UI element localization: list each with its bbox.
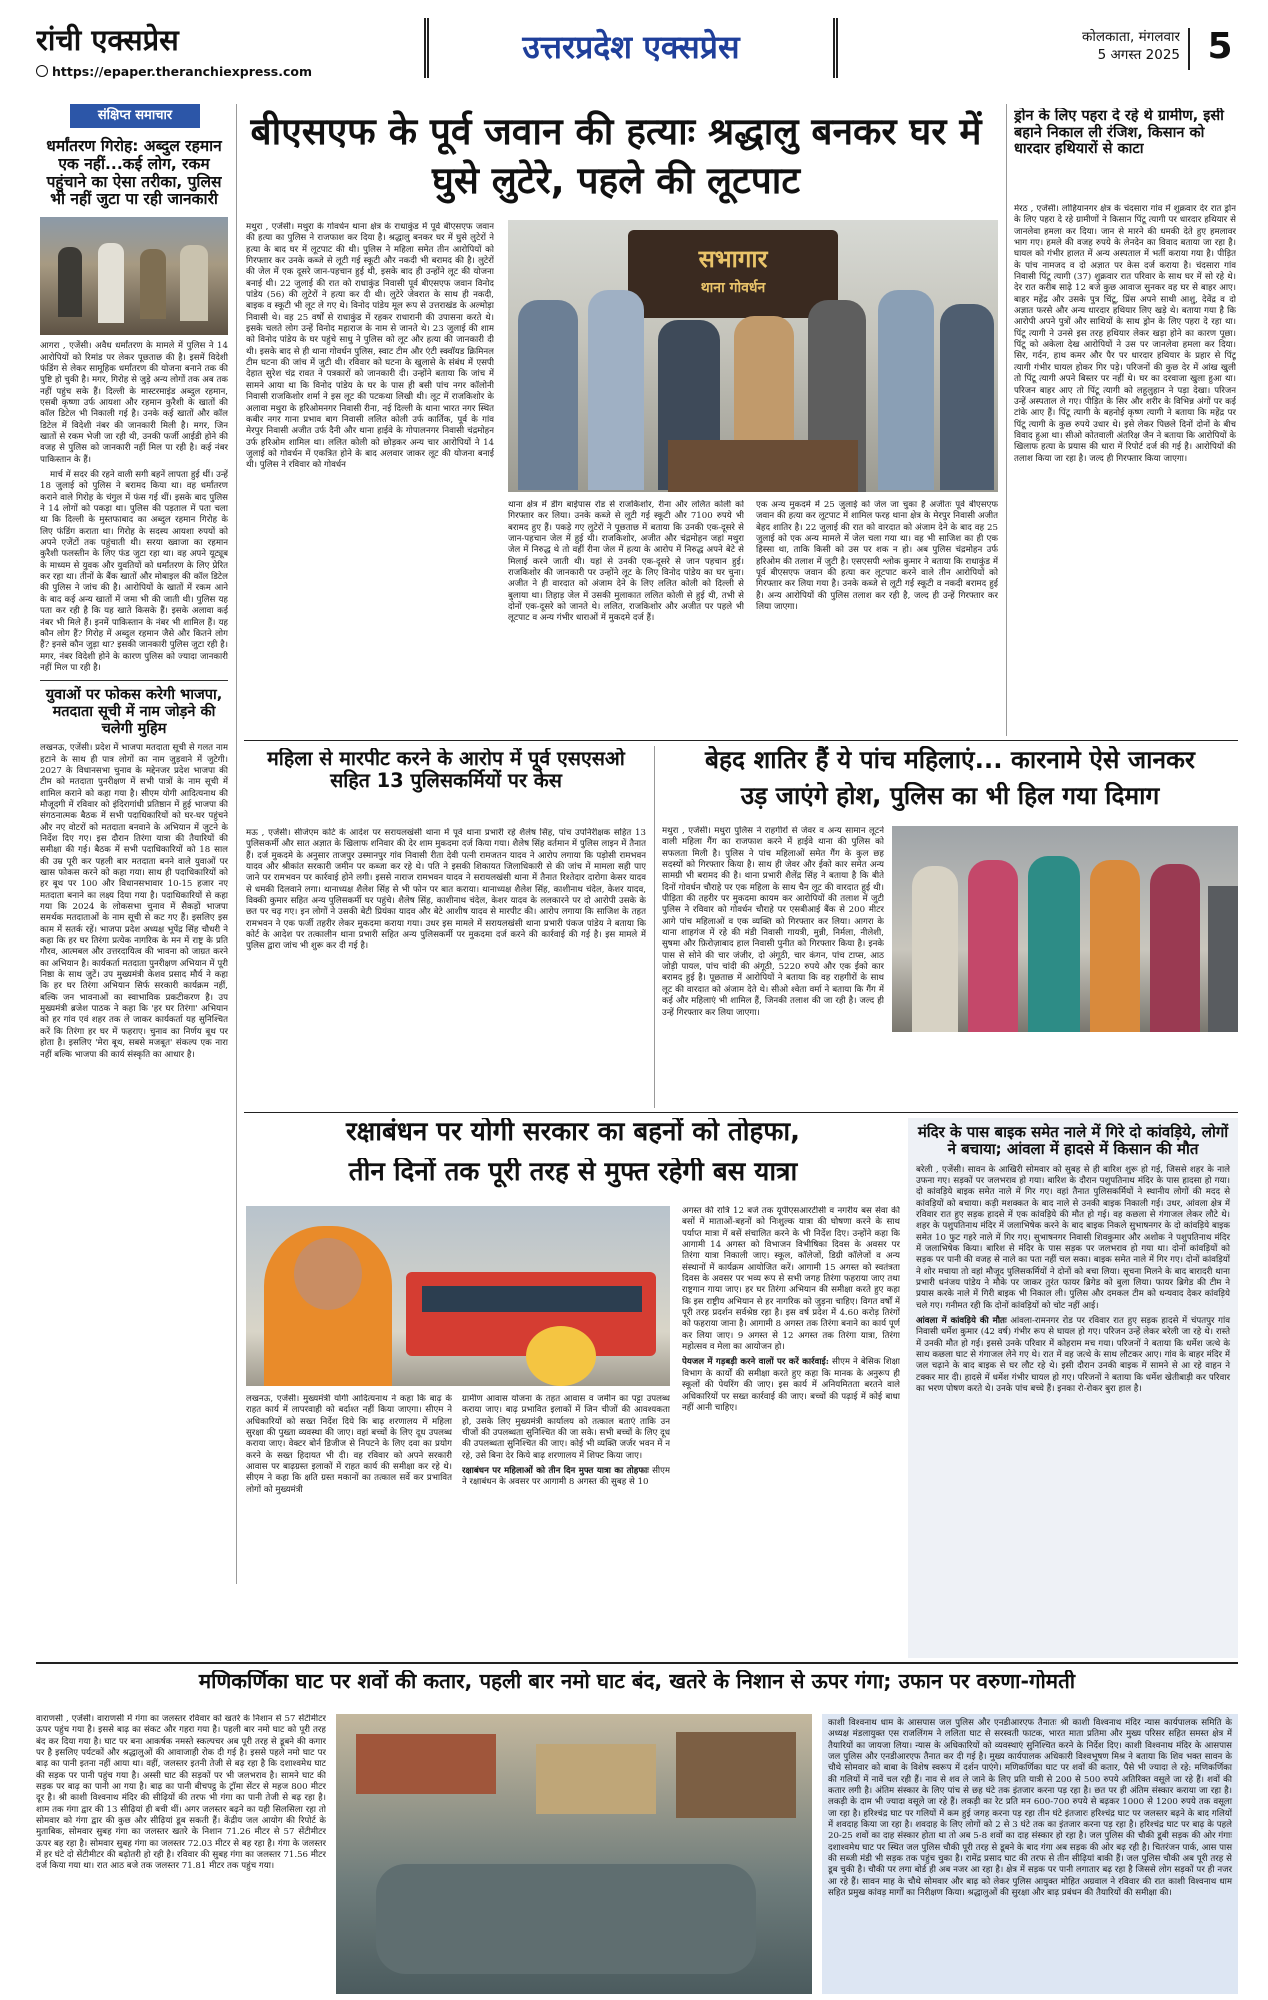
issue-date: 5 अगस्त 2025: [1097, 47, 1180, 64]
sp-body: मऊ , एजेंसी। सीजेएम कोर्ट के आदेश पर सरायलखंसी थाना में पूर्व थाना प्रभारी रहे शैलेष सिंह, पांच उपनिरीक्षक सहित 13 पुलिसकर्मी और सात अज्ञात के खिलाफ शनिवार की देर शाम मुकदमा दर्ज किया गया। शैलेष सिंह वर्तमान में पुलिस लाइन में तैनात हैं। दर्ज मुकदमे के अनुसार ताजपुर उस्मानपुर गांव निवासी रीता देवी पत्नी रामजतन यादव ने आरोप लगाया कि पड़ोसी रामभवन यादव और श्रीकांत सरकारी जमीन पर कब्जा कर रहे थे। पति ने इसकी शिकायत जिलाधिकारी से की जांच में मामला सही पाए जाने पर रामभवन पर कार्रवाई होने लगी। इससे नाराज रामभवन यादव ने सरायलखंसी थाना में तैनात रिश्तेदार दारोगा केसर यादव से धमकी दिलवाने लगा। थानाध्यक्ष शैलेश सिंह से भी फोन पर बात कराया। थानाध्यक्ष शैलेश सिंह, काशीनाथ चंदेल, केशर यादव, विक्की कुमार सहित अन्य पुलिसकर्मी घर पहुंचे। शैलेष सिंह, काशीनाथ चंदेल, केशर यादव के ललकारने पर दो आरोपी उसके के छत पर चढ़ गए। इन लोगों ने उसकी बेटी प्रियंका यादव और बेटे आशीष यादव से मारपीट की। आरोप लगाया कि साजिश के तहत रामभवन ने एक फर्जी तहरीर लेकर मुकदमा कराया गया। उधर इस मामले में सरायलखंसी थाना प्रभारी पंकज पांडेय ने बताया कि कोर्ट के आदेश पर तत्कालीन थाना प्रभारी सहित अन्य पुलिसकर्मी पर मुकदमा दर्ज करने की कार्रवाई की गई है। इस मामले में पुलिस द्वारा जांच भी शुरू कर दी गई है।: [246, 828, 646, 952]
bus-col-c-wrap: [462, 1394, 670, 1656]
epaper-url[interactable]: [36, 64, 366, 82]
temple-headline: मंदिर के पास बाइक समेत नाले में गिरे दो कांवड़िये, लोगों ने बचाया; आंवला में हादसे में किसान की मौत: [917, 1123, 1229, 1159]
bus-col-a-wrap: [682, 1206, 900, 1656]
masthead: [0, 0, 1268, 84]
dateline: [1030, 28, 1180, 72]
photo-banner-sub: थाना गोवर्धन: [700, 280, 766, 296]
main-col-2: थाना क्षेत्र में डीग बाईपास रोड से राजकिशोर, रीना और ललित कोली को गिरफ्तार कर लिया। उनके कब्जे से लूटी गई स्कूटी और 7100 रुपये भी बरामद हुए हैं। पकड़े गए लुटेरों ने पूछताछ में बताया कि उनकी एक-दूसरे से जान-पहचान जेल में हुई थी। राजकिशोर, अजीत और चंद्रमोहन जहां मथुरा जेल में निरुद्ध थे तो वहीं रीना जेल में हत्या के आरोप में निरुद्ध अपने बेटे से मिलाई करने जाती थी। यहां से उनकी एक-दूसरे से जान पहचान हुई। राजकिशोर की जानकारी पर उन्होंने लूट के लिए विनोद पांडेय का घर चुना। अजीत ने ही वारदात को अंजाम देने के लिए ललित कोली को दिल्ली से बुलाया था। तिहाड़ जेल में उसकी मुलाकात ललित कोली से हुई थी, तभी से दोनों एक-दूसरे को जानते थे। ललित, राजकिशोर और अजीत पर पहले भी लूटपाट व अन्य गंभीर धाराओं में मुकदमे दर्ज हैं।: [508, 500, 744, 624]
city-day: कोलकाता, मंगलवार: [1081, 29, 1180, 45]
ganga-photo: [336, 1714, 812, 1994]
bus-col-b: लखनऊ, एजेंसी। मुख्यमंत्री योगी आदित्यनाथ ने कहा कि बाढ़ के राहत कार्य में लापरवाही को बर्दाश्त नहीं किया जाएगा। सीएम ने अधिकारियों को सख्त निर्देश दिये कि बाढ़ शरणालय में महिला सुरक्षा की पुख्ता व्यवस्था की जाए। वहां बच्चों के लिए दूध उपलब्ध कराया जाए। वेक्टर बोर्न डिजीज से निपटने के लिए दवा का प्रयोग करने के सख्त हिदायत भी दी। वह रविवार को अपने सरकारी आवास पर बाढ़ग्रस्त इलाकों में राहत कार्य की समीक्षा कर रहे थे। सीएम ने कहा कि क्षति ग्रस्त मकानों का तत्काल सर्वे कर प्रभावित लोगों को मुख्यमंत्री: [246, 1394, 452, 1495]
ganga-side-box: [822, 1714, 1238, 1994]
sp-headline: महिला से मारपीट करने के आरोप में पूर्व एसएसओ सहित 13 पुलिसकर्मियों पर केस: [267, 748, 625, 793]
temple-sub: [916, 1316, 1230, 1395]
temple-body: बरेली , एजेंसी। सावन के आखिरी सोमवार को सुबह से ही बारिश शुरू हो गई, जिससे शहर के नाले उफना गए। सड़कों पर जलभराव हो गया। बारिश के दौरान पशुपतिनाथ मंदिर के पास हादसा हो गया। दो कांवड़िये बाइक समेत नाले में गिर गए। वहां तैनात पुलिसकर्मियों ने स्थानीय लोगों की मदद से कांवड़ियों को बचाया। कड़ी मशक्कत के बाद नाले से उनकी बाइक निकाली गई। उधर, आंवला क्षेत्र में रविवार रात हुए सड़क हादसे में एक कांवड़िये की मौत हो गई। वह कछला से गंगाजल लेकर लौटे थे। शहर के पशुपतिनाथ मंदिर में जलाभिषेक करने के बाद बाइक निकले सुभाषनगर के दो कांवड़िये बाइक समेत 10 फुट गहरे नाले में गिर गए। सुभाषनगर निवासी शिवकुमार और अशोक ने पशुपतिनाथ मंदिर में जलाभिषेक किया। बारिश से मंदिर के पास सड़क पर जलभराव हो गया था। दोनों कांवड़ियों को सड़क पर पानी की वजह से नाले का पता नहीं चल सका। बाइक समेत नाले में गिर गए। दोनों कांवड़ियों ने शोर मचाया तो वहां मौजूद पुलिसकर्मियों ने दोनों को बचा लिया। सूचना मिलने के बाद बारादरी थाना प्रभारी धनंजय पांडेय ने मौके पर जाकर तुरंत फायर ब्रिगेड को बुला लिया। फायर ब्रिगेड की टीम ने प्रयास करके नाले में गिरी बाइक भी निकाल ली। पुलिस और दमकल टीम को धन्यवाद देकर कांवड़िये चले गए। गनीमत रही कि दोनों कांवड़ियों को चोट नहीं आई।: [916, 1164, 1230, 1311]
brief-body-1a: आगरा , एजेंसी। अवैध धर्मांतरण के मामले में पुलिस ने 14 आरोपियों को रिमांड पर लेकर पूछताछ की है। इसमें विदेशी फंडिंग से लेकर सामूहिक धर्मांतरण की योजना बनाने तक की पुष्टि हो चुकी है। मगर, गिरोह से जुड़े अन्य लोगों तक अब तक नहीं पहुंच सके हैं। दिल्ली के मास्टरमाइंड अब्दुल रहमान, एसबी कृष्णा उर्फ आयशा और रहमान कुरैशी के खातों की कॉल डिटेल भी निकाली गई है। उनके कई खातों और कॉल डिटेल में विदेशी नंबर की जानकारी मिली है। मगर, जिन खातों से रकम भेजी जा रही थी, उनकी फर्जी आईडी होने की वजह से पुलिस को जानकारी नहीं मिल पा रही है। कई नंबर पाकिस्तान के हैं।: [40, 341, 228, 465]
bus-sub-2: [462, 1466, 670, 1489]
epaper-url-text: https://epaper.theranchiexpress.com: [52, 64, 313, 79]
temple-box: [908, 1118, 1238, 1658]
drone-body: मेरठ , एजेंसी। लोहियानगर क्षेत्र के चंदसारा गांव में शुक्रवार देर रात ड्रोन के लिए पहरा दे रहे ग्रामीणों ने किसान पिंटू त्यागी पर धारदार हथियार से जानलेवा हमला कर दिया। जान से मारने की धमकी देते हुए हमलावर भाग गए। हमले की वजह रुपये के लेनदेन का विवाद बताया जा रहा है। घायल को गंभीर हालत में अन्य अस्पताल में भर्ती कराया गया है। पीड़ित के पांच नामजद व दो अज्ञात पर केस दर्ज कराया है। चंदसारा गांव निवासी पिंटू त्यागी (37) शुक्रवार रात परिवार के साथ घर में सो रहे थे। देर रात करीब साढ़े 12 बजे कुछ आवाज सुनकर वह घर से बाहर आए। बाहर महेंद्र और उसके पुत्र चिंटू, प्रिंस अपने साथी आशु, देवेंद्र व दो अज्ञात फरसे और अन्य धारदार हथियार लिए खड़े थे। बताया गया है कि आरोपी अपने पुत्रों और साथियों के साथ ड्रोन के लिए पहरा दे रहा था। पिंटू त्यागी ने उनसे इस तरह हथियार लेकर खड़ा होने का कारण पूछा। पिंटू को अकेला देख आरोपियों ने उस पर जानलेवा हमला कर दिया। सिर, गर्दन, हाथ कमर और पैर पर धारदार हथियार के प्रहार से पिंटू त्यागी गंभीर घायल होकर गिर पड़े। परिजनों की कुछ देर में आंख खुली तो पिंटू त्यागी अपने बिस्तर पर नहीं थे। घर का दरवाजा खुला हुआ था। परिजन बाहर आए तो पिंटू त्यागी को लहूलुहान ने पड़ा देखा। परिजन उन्हें अस्पताल ले गए। पीड़ित के सिर और शरीर के विभिन्न अंगों पर कई टांके आए हैं। पिंटू त्यागी के बहनोई कृष्ण त्यागी ने बताया कि महेंद्र पर पिंटू त्यागी के कुछ रुपये उधार थे। इसे लेकर पिछले दिनों दोनों के बीच विवाद हुआ था। सीओ कोतवाली अंतरिक्ष जैन ने बताया कि आरोपियों के खिलाफ हत्या के प्रयास की धारा में रिपोर्ट दर्ज की गई है। आरोपियों की तलाश किया जा रहा है। जल्द ही गिरफ्तार किया जाएगा।: [1014, 204, 1236, 464]
women-headline-2: उड़ जाएंगे होश, पुलिस का भी हिल गया दिमाग: [740, 782, 1160, 810]
main-col-3: एक अन्य मुकदमे में 25 जुलाई को जेल जा चुका है अजीतः पूर्व बीएसएफ जवान की हत्या कर लूटपाट में शामिल फरह थाना क्षेत्र के मेरपुर निवासी अजीत बेहद शातिर है। 22 जुलाई की रात को वारदात को अंजाम देने के बाद वह 25 जुलाई को एक अन्य मामले में जेल चला गया था। वह भी साजिश का ही एक हिस्सा था, ताकि किसी को उस पर शक न हो। अब पुलिस चंद्रमोहन उर्फ हरिओम की तलाश में जुटी है। एसएसपी श्लोक कुमार ने बताया कि राधाकुंड में पूर्व बीएसएफ जवान की हत्या कर लूटपाट करने वाले तीन आरोपियों को गिरफ्तार कर लिया गया है। उनके कब्जे से लूटी गई स्कूटी व नकदी बरामद हुई है। अन्य आरोपियों की पुलिस तलाश कर रही है, जल्द ही उन्हें गिरफ्तार कर लिया जाएगा।: [756, 500, 998, 613]
women-body: मथुरा , एजेंसी। मथुरा पुलिस ने राहगीरों से जेवर व अन्य सामान लूटने वाली महिला गैंग का राजफाश करने में हाईवे थाना की पुलिस को सफलता मिली है। पुलिस ने पांच महिलाओं समेत गैंग के कुल छह सदस्यों को गिरफ्तार किया है। साथ ही जेवर और ईको कार समेत अन्य सामग्री भी बरामद की है। थाना प्रभारी शैलेंद्र सिंह ने बताया है कि बीते दिनों गोवर्धन चौराहे पर एक महिला के साथ चैन लूट की वारदात हुई थी। पीड़िता की तहरीर पर मुकदमा कायम कर आरोपियों की तलाश में जुटी पुलिस ने रविवार को गोवर्धन चौराहे पर एसबीआई बैंक से 200 मीटर आगे पांच महिलाओं व एक व्यक्ति को गिरफ्तार कर लिया। आगरा के थाना शाहगंज में रहे की मंडी निवासी गायत्री, मुन्नी, निर्मला, नीलेशी, सुषमा और फ़िरोज़ाबाद हाल निवासी पुनीत को गिरफ्तार किया है। इनके पास से सोने की चार जंजीर, दो अंगूठी, चार कंगन, पांच टाप्स, आठ जोड़ी पायल, पांच चांदी की अंगूठी, 5220 रुपये और एक ईको कार बरामद हुई है। पूछताछ में आरोपियों ने बताया कि वह राहगीरों के साथ लूट की वारदात को अंजाम देते थे। सीओ श्वेता वर्मा ने बताया कि गैंग में कई और महिलाएं भी शामिल हैं, जिनकी तलाश की जा रही है। जल्द ही उन्हें गिरफ्तार कर लिया जाएगा।: [662, 826, 884, 1018]
brief-label: संक्षिप्त समाचार: [70, 104, 200, 128]
photo-banner: सभागार: [698, 245, 768, 273]
ganga-col-1: वाराणसी , एजेंसी। वाराणसी में गंगा का जलस्तर रविवार को खतरे के निशान से 57 सेंटीमीटर ऊपर पहुंच गया है। इससे बाढ़ का संकट और गहरा गया है। पहली बार नमो घाट को पूरी तरह बंद कर दिया गया है। घाट पर बना आकर्षक नमस्ते स्कल्पचर अब पूरी तरह से डूबने की कगार पर है इसलिए पर्यटकों और श्रद्धालुओं की आवाजाही रोक दी गई है। इससे पहले नमो घाट पर बाढ़ का पानी इतना नहीं आया था। वहीं, जलस्तर इतनी तेजी से बढ़ रहा है कि दशाश्वमेध घाट की सड़क पर पानी पहुंच गया है। अस्सी घाट की सड़कों पर भी जलभराव है। सामने घाट की सड़क पर बाढ़ का पानी आ गया है। बाढ़ का पानी बीचपट्ठ के ट्रॉमा सेंटर से महज 800 मीटर दूर है। श्री काशी विश्वनाथ मंदिर की सीढ़ियों की तरफ भी गंगा का पानी तेजी से बढ़ रहा है। शाम तक गंगा द्वार की 13 सीढ़ियां ही बची थीं। अगर जलस्तर बढ़ने का यही सिलसिला रहा तो सोमवार को गंगा द्वार की कुछ और सीढ़ियां डूब सकती हैं। केंद्रीय जल आयोग की रिपोर्ट के मुताबिक, सोमवार सुबह गंगा का जलस्तर खतरे के निशान 71.26 मीटर से 57 सेंटीमीटर ऊपर बह रहा है। सोमवार सुबह गंगा का जलस्तर 72.03 मीटर से बह रहा है। गंगा के जलस्तर में हर घंटे दो सेंटीमीटर की बढ़ोतरी हो रही है। रविवार की सुबह गंगा का जलस्तर 71.56 मीटर दर्ज किया गया था। रात आठ बजे तक जलस्तर 71.81 मीटर तक पहुंच गया।: [36, 1714, 326, 1872]
brief-body-2: लखनऊ, एजेंसी। प्रदेश में भाजपा मतदाता सूची से गलत नाम हटाने के साथ ही पात्र लोगों का नाम जुड़वाने में जुटेगी। 2027 के विधानसभा चुनाव के मद्देनजर प्रदेश भाजपा की टीम को मतदाता पुनरीक्षण में सभी पात्रों के नाम सूची में शामिल कराने को कहा गया है। सीएम योगी आदित्यनाथ की मौजूदगी में रविवार को इंदिरागांधी प्रतिष्ठान में हुई भाजपा की संगठनात्मक बैठक में सभी पदाधिकारियों को घर-घर पहुंचने और नए वोटरों को मतदाता बनवाने के अभियान में जुटने के निर्देश दिए गए। इस दौरान तिरंगा यात्रा की तैयारियों की समीक्षा की गई। बैठक में सभी पदाधिकारियों को 18 साल की उम्र पूरी कर पहली बार मतदाता बनने वाले युवाओं पर खास फोकस करने को कहा गया। साथ ही पदाधिकारियों को हर बूथ पर 100 और विधानसभावार 10-15 हजार नए मतदाता बनाने का लक्ष्य दिया गया है। पदाधिकारियों से कहा गया कि 2024 के लोकसभा चुनाव में सैकड़ों भाजपा समर्थक मतदाताओं के नाम सूची से कट गए हैं। इसलिए इस काम में सतर्क रहें। भाजपा प्रदेश अध्यक्ष भूपेंद्र सिंह चौधरी ने कहा कि हर घर तिरंगा प्रत्येक नागरिक के मन में राष्ट्र के प्रति गौरव, आत्मबल और उत्तरदायित्व की भावना को जाग्रत करने का अभियान है। कार्यकर्ता मतदाता पुनरीक्षण अभियान में पूरी निष्ठा के साथ जुटें। उप मुख्यमंत्री केशव प्रसाद मौर्य ने कहा कि हर घर तिरंगा अभियान सिर्फ सरकारी कार्यक्रम नहीं, बल्कि जन भावनाओं का स्वाभाविक प्रकटीकरण है। उप मुख्यमंत्री ब्रजेश पाठक ने कहा कि 'हर घर तिरंगा' अभियान को हर गांव एवं शहर तक ले जाकर कार्यकर्ता यह सुनिश्चित करें कि तिरंगा हर घर में फहराए। चुनाव का निर्णय बूथ पर होता है। इसलिए 'मेरा बूथ, सबसे मजबूत' संकल्प एक नारा नहीं बल्कि भाजपा की कार्य संस्कृति का आधार है।: [40, 743, 228, 1060]
drone-headline: ड्रोन के लिए पहरा दे रहे थे ग्रामीण, इसी बहाने निकाल ली रंजिश, किसान को धारदार हथियारों से काटा: [1014, 108, 1224, 158]
women-photo: [892, 826, 1238, 1032]
main-photo: [508, 220, 998, 492]
bus-headline-1: रक्षाबंधन पर योगी सरकार का बहनों को तोहफा,: [345, 1118, 800, 1147]
brief-headline-1: धर्मांतरण गिरोह: अब्दुल रहमान एक नहीं...कई लोग, रकम पहुंचाने का ऐसा तरीका, पुलिस भी नहीं जुटा पा रही जानकारी: [46, 137, 222, 209]
ganga-headline: मणिकर्णिका घाट पर शवों की कतार, पहली बार नमो घाट बंद, खतरे के निशान से ऊपर गंगा; उफान पर वरुणा-गोमती: [198, 1670, 1076, 1693]
main-headline: बीएसएफ के पूर्व जवान की हत्याः श्रद्धालु बनकर घर में घुसे लुटेरे, पहले की लूटपाट: [250, 110, 982, 202]
bus-sub-1-text: सीएम ने बेसिक शिक्षा विभाग के कार्यों की समीक्षा करते हुए कहा कि मानक के अनुरूप ही स्कूलों की पेयरिंग की जाए। इस कार्य में अनियमितता बरतने वाले अधिकारियों पर सख्त कार्रवाई की जाए। बच्चों की पढ़ाई में कोई बाधा नहीं आनी चाहिए।: [682, 1357, 900, 1413]
bus-sub-1: [682, 1357, 900, 1414]
temple-sub-text: आंवला-रामनगर रोड पर रविवार रात हुए सड़क हादसे में चंपतपुर गांव निवासी धर्मेश कुमार (42 वर्ष) गंभीर रूप से घायल हो गए। परिजन उन्हें लेकर बरेली जा रहे थे। रास्ते में उनकी मौत हो गई। इससे उनके परिवार में कोहराम मच गया। परिजनों ने बताया कि धर्मेश जत्थे के साथ कछला घाट से गंगाजल लेने गए थे। रात में वह जत्थे के साथ लौटकर आए। गांव के बाहर मंदिर में जल चढ़ाने के बाद बाइक से घर लौट रहे थे। इसी दौरान उनकी बाइक में सामने से आ रहे वाहन ने टक्कर मार दी। हादसे में धर्मेश गंभीर घायल हो गए। परिजनों ने बताया कि धर्मेश खेतीबाड़ी कर परिवार का भरण पोषण करते थे। उनके पांच बच्चे हैं। इनका रो-रोकर बुरा हाल है।: [916, 1315, 1230, 1395]
bus-sub-2-text: सीएम ने रक्षाबंधन के अवसर पर आगामी 8 अगस्त की सुबह से 10: [462, 1466, 670, 1488]
brief-photo: [40, 217, 228, 335]
brand-logo: [36, 20, 266, 56]
bus-col-c: ग्रामीण आवास योजना के तहत आवास व जमीन का पट्टा उपलब्ध कराया जाए। बाढ़ प्रभावित इलाकों में जिन चीजों की आवश्यकता हो, उसके लिए मुख्यमंत्री कार्यालय को तत्काल बताएं ताकि उन चीजों की उपलब्धता सुनिश्चित की जा सके। सभी बच्चों के लिए दूध की उपलब्धता सुनिश्चित की जाए। कोई भी व्यक्ति जर्जर भवन में न रहे, उसे बिना देर किये बाढ़ शरणालय में शिफ्ट किया जाए।: [462, 1394, 670, 1461]
women-headline-1: बेहद शातिर हैं ये पांच महिलाएं... कारनामे ऐसे जानकर: [705, 746, 1195, 774]
brief-body-1b: मार्च में सदर की रहने वाली सगी बहनें लापता हुई थीं। उन्हें 18 जुलाई को पुलिस ने बरामद किया था। वह धर्मांतरण कराने वाले गिरोह के चंगुल में फंस गई थीं। इसके बाद पुलिस ने 14 लोगों को पकड़ा था। पुलिस की पड़ताल में पता चला था कि दिल्ली के मुस्तफाबाद का अब्दुल रहमान गिरोह के लिए फंडिंग कराता था। गिरोह के सदस्य आयशा रुपयों को अपने एजेंटों तक पहुंचाती थी। सरया ख्वाजा का रहमान कुरैशी फलस्तीन के लिए फंड जुटा रहा था। वह अपने यूट्यूब के माध्यम से युवक और युवतियों को धर्मांतरण के लिए प्रेरित कर रहा था। तीनों के बैंक खातों और मोबाइल की कॉल डिटेल की पुलिस ने जांच की है। आरोपियों के खातों में रकम आने के बाद कई अन्य खातों में जमा भी की जाती थी। पुलिस यह पता कर रही है कि यह खाते किसके हैं। इसके अलावा कई नंबर भी मिले हैं। इनमें पाकिस्तान के नंबर भी शामिल हैं। यह कौन लोग हैं? गिरोह में अब्दुल रहमान जैसे और कितने लोग हैं? इनसे कौन जुड़ा था? इसकी जानकारी पुलिस जुटा रही है। मगर, नंबर विदेशी होने के कारण पुलिस को ज्यादा जानकारी नहीं मिल पा रही है।: [40, 470, 228, 673]
brief-headline-2: युवाओं पर फोकस करेगी भाजपा, मतदाता सूची में नाम जोड़ने की चलेगी मुहिम: [45, 687, 223, 737]
brief-column: [40, 104, 228, 1604]
bus-sub-2-title: रक्षाबंधन पर महिलाओं को तीन दिन मुफ्त यात्रा का तोहफाः: [462, 1466, 649, 1477]
main-col-1: मथुरा , एजेंसी। मथुरा के गोवर्धन थाना क्षेत्र के राधाकुंड में पूर्व बीएसएफ जवान की हत्या का पुलिस ने राजफाश कर दिया है। श्रद्धालु बनकर घर में घुसे लुटेरों ने हत्या के बाद घर में लूटपाट की थी। पुलिस ने महिला समेत तीन आरोपियों को गिरफ्तार कर उनके कब्जे से लूटी गई स्कूटी और नकदी भी बरामद की है। लुटेरों की जेल में एक दूसरे जान-पहचान हुई थी, इसके बाद ही उन्होंने लूट की योजना बनाई थी। 22 जुलाई की रात को राधाकुंड निवासी पूर्व बीएसएफ जवान विनोद पांडेय (56) की लुटेरों ने हत्या कर दी थी। लुटेरे जेवरात के साथ ही नकदी, बाइक व स्कूटी भी लूट ले गए थे। विनोद पांडेय मूल रूप से उत्तराखंड के अल्मोड़ा निवासी थे। वह 25 वर्षों से राधाकुंड में रहकर राधारानी की उपासना करते थे। इसके चलते लोग उन्हें विनोद महाराज के नाम से जानते थे। 23 जुलाई की शाम को विनोद पांडेय के घर पहुंचे साधु ने पुलिस को लूट और हत्या की जानकारी दी थी। इसके बाद से ही थाना गोवर्धन पुलिस, स्वाट टीम और एंटी स्क्वॉयड क्रिमिनल टीम घटना की जांच में जुटी थी। रविवार को घटना के खुलासे के संबंध में एसपी देहात सुरेश चंद्र रावत ने पत्रकारों को जानकारी दी। उन्होंने बताया कि जांच में सामने आया था कि विनोद पांडेय के घर के पास ही बसी पांच नगर कॉलोनी निवासी राजकिशोर शर्मा ने इस लूट की पटकथा लिखी थी। लूट में राजकिशोर के अलावा मथुरा के हरिओमनगर निवासी रीना, नई दिल्ली के थाना भारत नगर स्थित कबीर नगर गाना प्रभाव बाग निवासी ललित कोली उर्फ कार्तिक, पूर्व के गांव मेरपुर निवासी अजीत उर्फ दैनी और थाना हाईवे के गोपालनगर निवासी चंद्रमोहन उर्फ हरिओम शामिल था। ललित कोली को छोड़कर अन्य चार आरोपियों ने 14 जुलाई को गोवर्धन में एकत्रित होने के बाद अलवार जाकर लूट की योजना बनाई थी। पुलिस ने रविवार को गोवर्धन: [246, 222, 494, 471]
section-title: उत्तरप्रदेश एक्सप्रेस: [522, 28, 740, 66]
brand-name: रांची एक्सप्रेस: [36, 23, 179, 56]
bus-photo: [246, 1206, 670, 1386]
bus-sub-1-title: पेयजल में गड़बड़ी करने वालों पर करें कार्रवाई:: [682, 1357, 829, 1368]
temple-sub-title: आंवला में कांवड़िये की मौतः: [916, 1315, 1007, 1326]
bus-col-a: अगस्त की रात्रि 12 बजे तक यूपीएसआरटीसी व नगरीय बस सेवा की बसों में माताओं-बहनों को निःशुल्क यात्रा की घोषणा करने के साथ पर्याप्त मात्रा में बसें संचालित करने के भी निर्देश दिए। उन्होंने कहा कि आगामी 14 अगस्त को विभाजन विभीषिका दिवस के अवसर पर तिरंगा यात्रा निकाली जाए। स्कूल, कॉलेजों, डिग्री कॉलेजों व अन्य संस्थानों में कार्यक्रम आयोजित करें। आगामी 15 अगस्त को स्वतंत्रता दिवस के अवसर पर भव्य रूप से सभी जगह तिरंगा फहराया जाए तथा राष्ट्रगान गाया जाए। हर घर तिरंगा अभियान की समीक्षा करते हुए कहा कि इस राष्ट्रीय अभियान से हर नागरिक को जुड़ना चाहिए। विगत वर्षों में पूरी तरह प्रदर्शन सर्वश्रेष्ठ रहा है। इस वर्ष प्रदेश में 4.60 करोड़ तिरंगों को फहराया जाना है। आगामी 8 अगस्त तक तिरंगा बनाने का कार्य पूर्ण कर लिया जाए। 9 अगस्त से 12 अगस्त तक तिरंगा यात्रा, तिरंगा महोत्सव व मेला का आयोजन हो।: [682, 1206, 900, 1353]
bus-headline-2: तीन दिनों तक पूरी तरह से मुफ्त रहेगी बस यात्रा: [348, 1158, 798, 1187]
page-number: 5: [1207, 26, 1233, 67]
globe-icon: [36, 65, 48, 77]
section-banner: [424, 18, 838, 78]
ganga-side: काशी विश्वनाथ धाम के आसपास जल पुलिस और एनडीआरएफ तैनातः श्री काशी विश्वनाथ मंदिर न्यास कार्यपालक समिति के अध्यक्ष मंडलायुक्त एस राजलिंगम ने ललिता घाट से सरस्वती फाटक, भारत माता प्रतिमा और मुख्य परिसर सहित समस्त क्षेत्र में तैयारियों का जायजा लिया। न्यास के अधिकारियों को व्यवस्थाएं सुनिश्चित करने के निर्देश दिए। काशी विश्वनाथ मंदिर के आसपास जल पुलिस और एनडीआरएफ तैनात कर दी गई है। मुख्य कार्यपालक अधिकारी विश्वभूषण मिश्र ने बताया कि शिव भक्त सावन के चौथे सोमवार को बाबा के विशेष स्वरूप में दर्शन पाएंगे। मणिकर्णिका घाट पर शवों की कतार, पैसे भी ज्यादा ले रहे: मणिकर्णिका की गलियों में नावें चल रही हैं। नाव से शव ले जाने के लिए प्रति यात्री से 200 से 500 रुपये अतिरिक्त वसूले जा रहे हैं। शवों की कतार लगी है। अंतिम संस्कार के लिए पांच से छह घंटे तक इंतजार करना पड़ रहा है। छत पर ही अंतिम संस्कार कराया जा रहा है। लकड़ी के दाम भी ज्यादा वसूले जा रहे हैं। लकड़ी का रेट प्रति मन 600-700 रुपये से बढ़कर 1000 से 1200 रुपये तक वसूला जा रहा है। हरिश्चंद्र घाट पर गलियों में कम हुई जगह करना पड़ रहा तीन घंटे इंतजारः हरिश्चंद्र घाट पर जलस्तर बढ़ने के बाद गलियों में शवदाह किया जा रहा है। शवदाह के लिए लोगों को 2 से 3 घंटे तक का इंतजार करना पड़ रहा है। हरिश्चंद्र घाट पर बाढ़ के पहले 20-25 शवों का दाह संस्कार होता था तो अब 5-8 शवों का दाह संस्कार हो रहा है। जल पुलिस की चौकी डूबी सड़क की ओर गंगाः दशाश्वमेध घाट पर स्थित जल पुलिस चौकी पूरी तरह से डूबने के बाद गंगा अब सड़क की ओर बढ़ रही है। चितरंजन पार्क, आस पास की सब्जी मंडी भी सड़क तक पहुंच चुका है। रामेंद्र प्रसाद घाट की तरफ से तीन सीढ़ियां बाकी हैं। जल पुलिस चौकी अब पूरी तरह से डूब चुकी है। चौकी पर लगा बोर्ड ही अब नजर आ रहा है। क्षेत्र में सड़क पर पानी लगातार बढ़ रहा है जिससे लोग सड़कों पर ही नजर आ रहे हैं। सावन माह के चौथे सोमवार और बाढ़ को लेकर पुलिस आयुक्त मोहित अग्रवाल ने रविवार की रात काशी विश्वनाथ धाम सहित प्रमुख कांवड़ मार्गों का निरीक्षण किया। श्रद्धालुओं की सुरक्षा और बाढ़ प्रबंधन की तैयारियों की समीक्षा की।: [828, 1718, 1232, 1899]
